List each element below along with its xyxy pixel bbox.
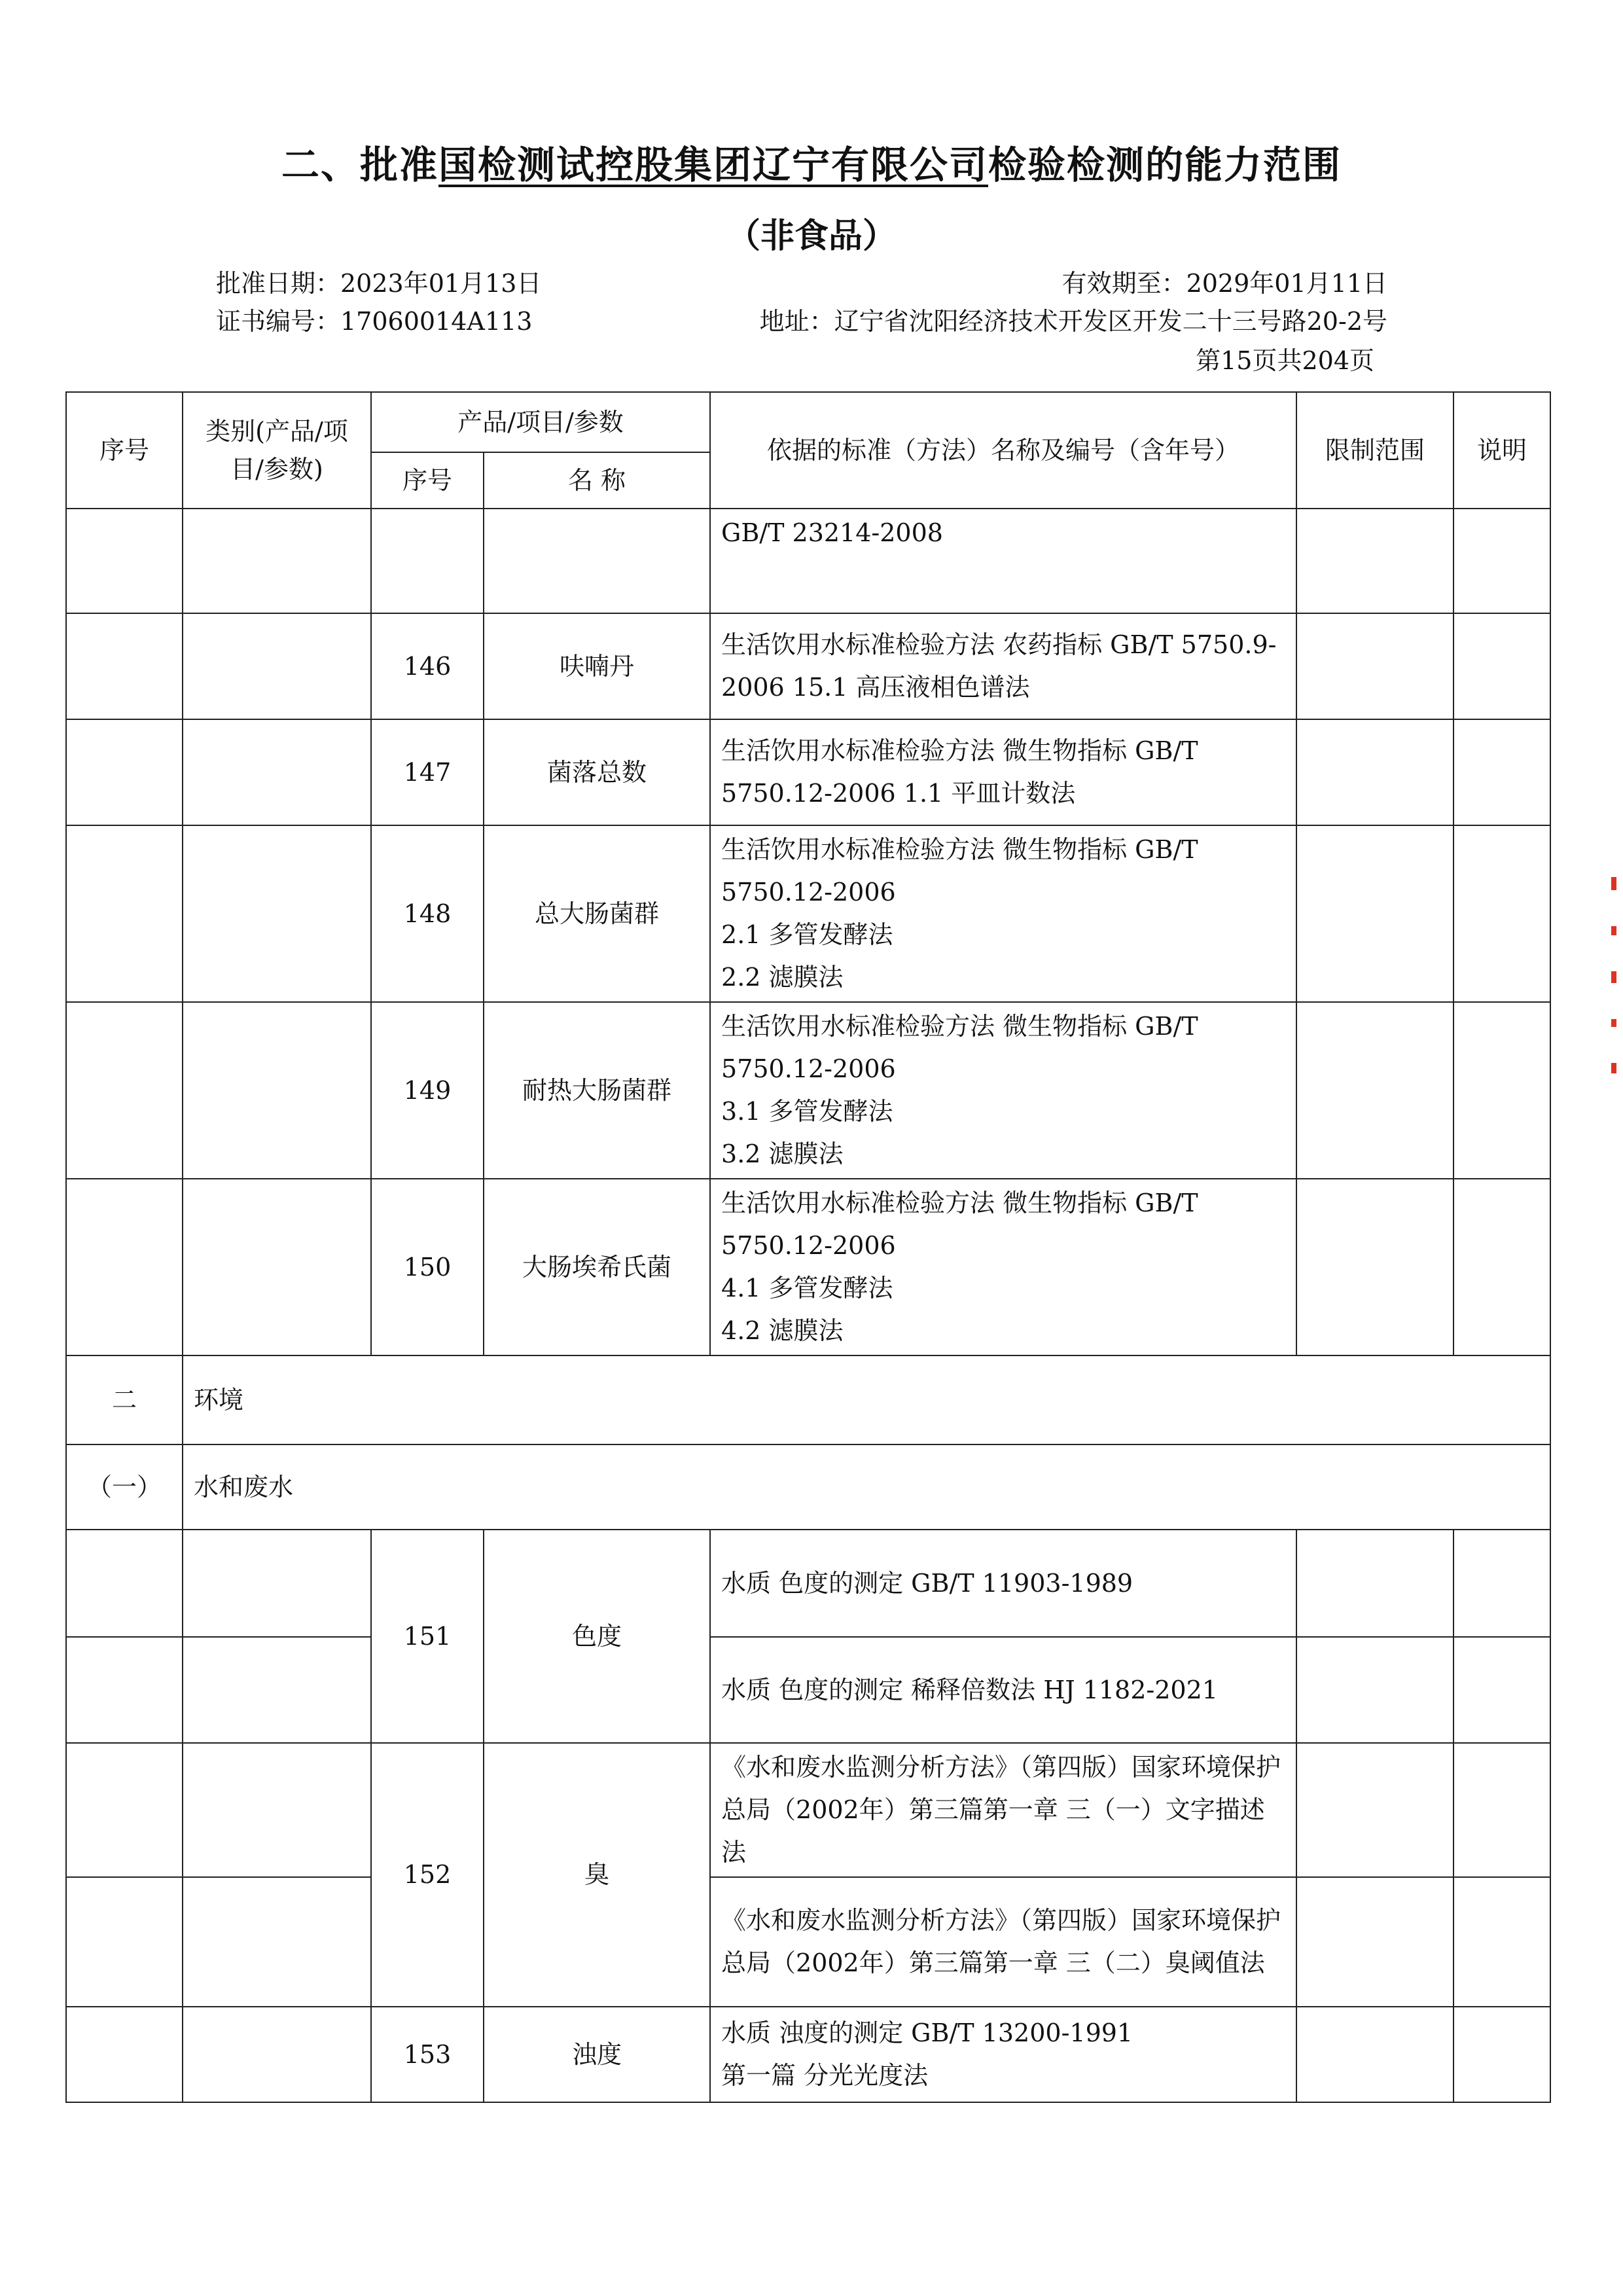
row-seq: 151 [371, 1530, 484, 1743]
table-row [66, 509, 1550, 613]
row-standard [710, 825, 1296, 1002]
page-subtitle: （非食品） [726, 217, 897, 256]
row-seq: 146 [371, 613, 484, 719]
header-standard: 依据的标准（方法）名称及编号（含年号） [710, 392, 1296, 509]
standard-line: 4.2 滤膜法 [721, 1316, 844, 1345]
header-item-seq: 序号 [371, 452, 484, 509]
seal-edge-marks [1611, 877, 1618, 1172]
title-prefix: 二、批准 [281, 143, 438, 187]
row-seq: 149 [371, 1002, 484, 1179]
standard-line: 5750.12-2006 [721, 1054, 896, 1083]
section-row [66, 1355, 1550, 1444]
row-name: 呋喃丹 [484, 613, 710, 719]
row-seq: 150 [371, 1179, 484, 1355]
row-standard: 水质 色度的测定 GB/T 11903-1989 [710, 1530, 1296, 1637]
capability-table [65, 391, 1551, 2103]
approval-date: 批准日期：2023年01月13日 [216, 269, 542, 298]
table-row [66, 2007, 1550, 2102]
section-label: 环境 [183, 1355, 1550, 1444]
header-limit: 限制范围 [1296, 392, 1454, 509]
standard-line: 生活饮用水标准检验方法 微生物指标 GB/T [721, 1189, 1198, 1217]
address: 地址：辽宁省沈阳经济技术开发区开发二十三号路20-2号 [759, 307, 1387, 336]
header-category: 类别(产品/项目/参数) [183, 392, 371, 509]
row-standard: 生活饮用水标准检验方法 微生物指标 GB/T 5750.12-2006 1.1 平皿计数法 [710, 719, 1296, 825]
standard-line: 生活饮用水标准检验方法 微生物指标 GB/T [721, 835, 1198, 864]
row-name: 大肠埃希氏菌 [484, 1179, 710, 1355]
page-number: 第15页共204页 [1196, 346, 1374, 375]
row-seq: 153 [371, 2007, 484, 2102]
valid-until: 有效期至：2029年01月11日 [1061, 269, 1387, 298]
certificate-number: 证书编号：17060014A113 [216, 307, 533, 336]
section-label: 水和废水 [183, 1444, 1550, 1530]
row-standard: 《水和废水监测分析方法》（第四版）国家环境保护总局（2002年）第三篇第一章 三（二）臭阈值法 [710, 1877, 1296, 2007]
table-row [66, 1179, 1550, 1355]
row-seq: 152 [371, 1743, 484, 2007]
row-name [484, 509, 710, 613]
row-standard: GB/T 23214-2008 [710, 509, 1296, 613]
table-row [66, 1877, 1550, 2007]
row-seq [371, 509, 484, 613]
table-row [66, 1530, 1550, 1637]
standard-line: 3.2 滤膜法 [721, 1139, 844, 1168]
header-item-name: 名 称 [484, 452, 710, 509]
row-name: 耐热大肠菌群 [484, 1002, 710, 1179]
row-standard: 生活饮用水标准检验方法 农药指标 GB/T 5750.9-2006 15.1 高压液相色谱法 [710, 613, 1296, 719]
row-name: 菌落总数 [484, 719, 710, 825]
header-product-group: 产品/项目/参数 [371, 392, 710, 452]
standard-line: 生活饮用水标准检验方法 微生物指标 GB/T [721, 1012, 1198, 1041]
standard-line: 第一篇 分光光度法 [721, 2061, 929, 2090]
row-standard [710, 1179, 1296, 1355]
table-row [66, 825, 1550, 1002]
standard-line: 5750.12-2006 [721, 878, 896, 906]
page-title [0, 134, 1623, 189]
header-seq: 序号 [66, 392, 183, 509]
row-name: 浊度 [484, 2007, 710, 2102]
row-name: 色度 [484, 1530, 710, 1743]
standard-line: 5750.12-2006 [721, 1231, 896, 1260]
section-seq: 二 [66, 1355, 183, 1444]
row-standard: 水质 色度的测定 稀释倍数法 HJ 1182-2021 [710, 1637, 1296, 1743]
standard-line: 4.1 多管发酵法 [721, 1274, 893, 1302]
section-row [66, 1444, 1550, 1530]
row-standard [710, 2007, 1296, 2102]
table-row [66, 613, 1550, 719]
standard-line: 3.1 多管发酵法 [721, 1097, 893, 1126]
section-seq: （一） [66, 1444, 183, 1530]
row-name: 总大肠菌群 [484, 825, 710, 1002]
table-row [66, 1002, 1550, 1179]
row-standard [710, 1002, 1296, 1179]
table-row [66, 1637, 1550, 1743]
header-note: 说明 [1454, 392, 1550, 509]
row-standard: 《水和废水监测分析方法》（第四版）国家环境保护总局（2002年）第三篇第一章 三（一）文字描述法 [710, 1743, 1296, 1877]
title-suffix: 检验检测的能力范围 [988, 143, 1342, 187]
title-organization: 国检测试控股集团辽宁有限公司 [438, 143, 988, 187]
standard-line: 水质 浊度的测定 GB/T 13200-1991 [721, 2018, 1133, 2047]
table-row [66, 1743, 1550, 1877]
standard-line: 2.2 滤膜法 [721, 963, 844, 992]
row-seq: 148 [371, 825, 484, 1002]
row-name: 臭 [484, 1743, 710, 2007]
table-row [66, 719, 1550, 825]
standard-line: 2.1 多管发酵法 [721, 920, 893, 949]
row-seq: 147 [371, 719, 484, 825]
